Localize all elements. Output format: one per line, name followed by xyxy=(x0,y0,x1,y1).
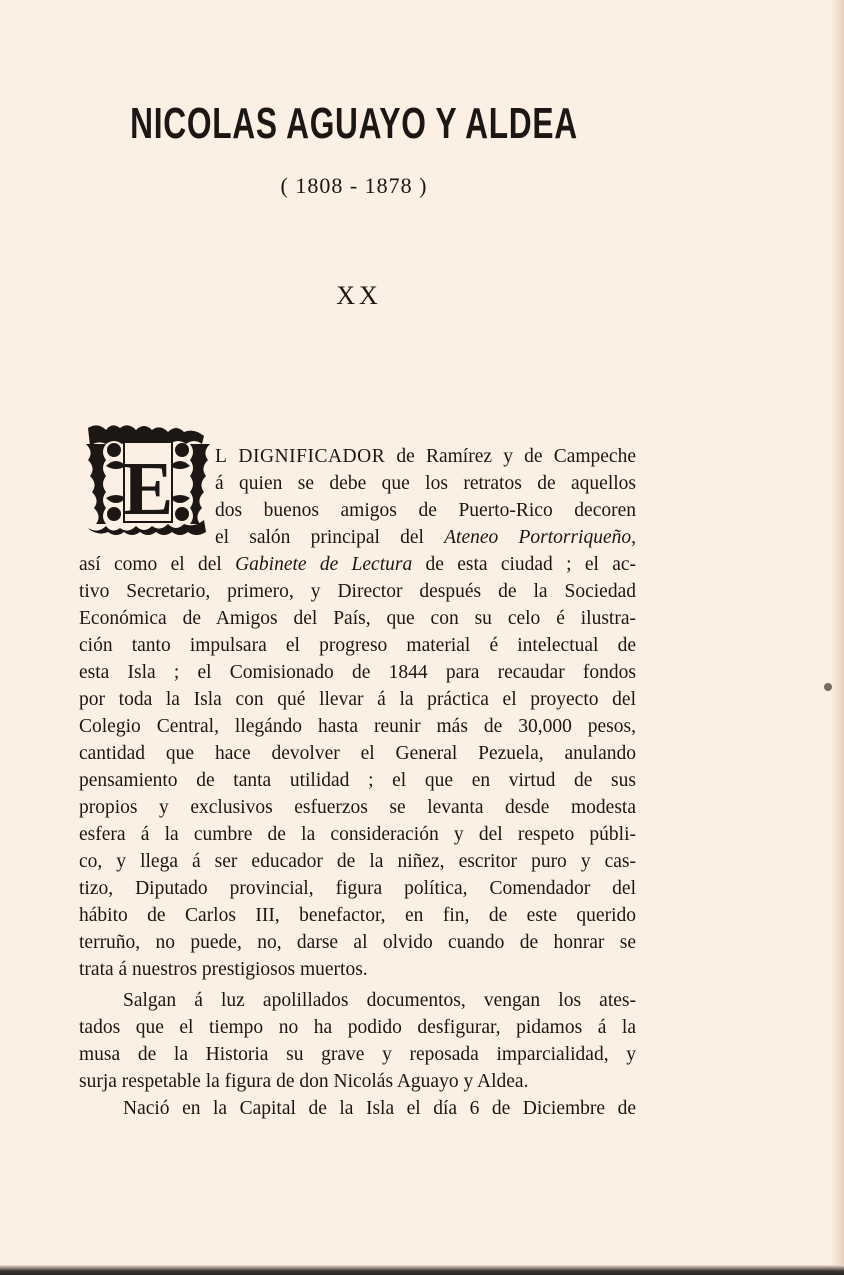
text-line: por toda la Isla con qué llevar á la práctica el proyecto del xyxy=(79,689,636,710)
text-line: co, y llega á ser educador de la niñez, escritor puro y cas- xyxy=(79,851,636,872)
drop-cap-letter: E xyxy=(122,447,174,531)
text-line: Económica de Amigos del País, que con su celo é ilustra- xyxy=(79,608,636,629)
text-line: musa de la Historia su grave y reposada imparcialidad, y xyxy=(79,1044,636,1065)
italic-title: Ateneo Portorriqueño, xyxy=(444,527,636,548)
text-line: hábito de Carlos III, benefactor, en fin, de este querido xyxy=(79,905,636,926)
paper-speck xyxy=(824,683,832,691)
text-span: de Ramírez y de Campeche xyxy=(385,446,636,467)
text-line: Salgan á luz apolillados documentos, vengan los ates- xyxy=(123,990,636,1011)
text-line: propios y exclusivos esfuerzos se levanta desde modesta xyxy=(79,797,636,818)
text-line: Colegio Central, llegándo hasta reunir más de 30,000 pesos, xyxy=(79,716,636,737)
text-line xyxy=(79,551,636,578)
text-line: tivo Secretario, primero, y Director después de la Sociedad xyxy=(79,581,636,602)
text-line: dos buenos amigos de Puerto-Rico decoren xyxy=(215,500,636,521)
text-line: Nació en la Capital de la Isla el día 6 de Diciembre de xyxy=(123,1098,636,1119)
text-line: trata á nuestros prestigiosos muertos. xyxy=(79,959,368,980)
text-line: ción tanto impulsara el progreso material é intelectual de xyxy=(79,635,636,656)
text-line xyxy=(215,524,636,551)
text-span: el salón principal del xyxy=(215,527,445,548)
chapter-title: NICOLAS AGUAYO Y ALDEA xyxy=(130,99,578,148)
chapter-number: XX xyxy=(336,281,382,310)
text-line: esfera á la cumbre de la consideración y del respeto públi- xyxy=(79,824,636,845)
text-line: terruño, no puede, no, darse al olvido cuando de honrar se xyxy=(79,932,636,953)
text-line: tizo, Diputado provincial, figura política, Comendador del xyxy=(79,878,636,899)
text-span: de esta ciudad ; el ac- xyxy=(412,554,636,575)
text-line: á quien se debe que los retratos de aquellos xyxy=(215,473,636,494)
text-line xyxy=(215,443,636,470)
opening-small-caps: L DIGNIFICADOR xyxy=(215,446,386,467)
text-line: pensamiento de tanta utilidad ; el que en virtud de sus xyxy=(79,770,636,791)
ornamental-drop-cap xyxy=(84,420,212,544)
text-line: cantidad que hace devolver el General Pezuela, anulando xyxy=(79,743,636,764)
text-line: esta Isla ; el Comisionado de 1844 para recaudar fondos xyxy=(79,662,636,683)
italic-title: Gabinete de Lectura xyxy=(235,554,413,575)
page-edge-shadow xyxy=(830,0,844,1275)
text-line: surja respetable la figura de don Nicolás Aguayo y Aldea. xyxy=(79,1071,529,1092)
text-span: así como el del xyxy=(79,554,236,575)
text-line: tados que el tiempo no ha podido desfigurar, pidamos á la xyxy=(79,1017,636,1038)
page-bottom-edge xyxy=(0,1265,844,1275)
life-dates: ( 1808 - 1878 ) xyxy=(280,173,428,198)
